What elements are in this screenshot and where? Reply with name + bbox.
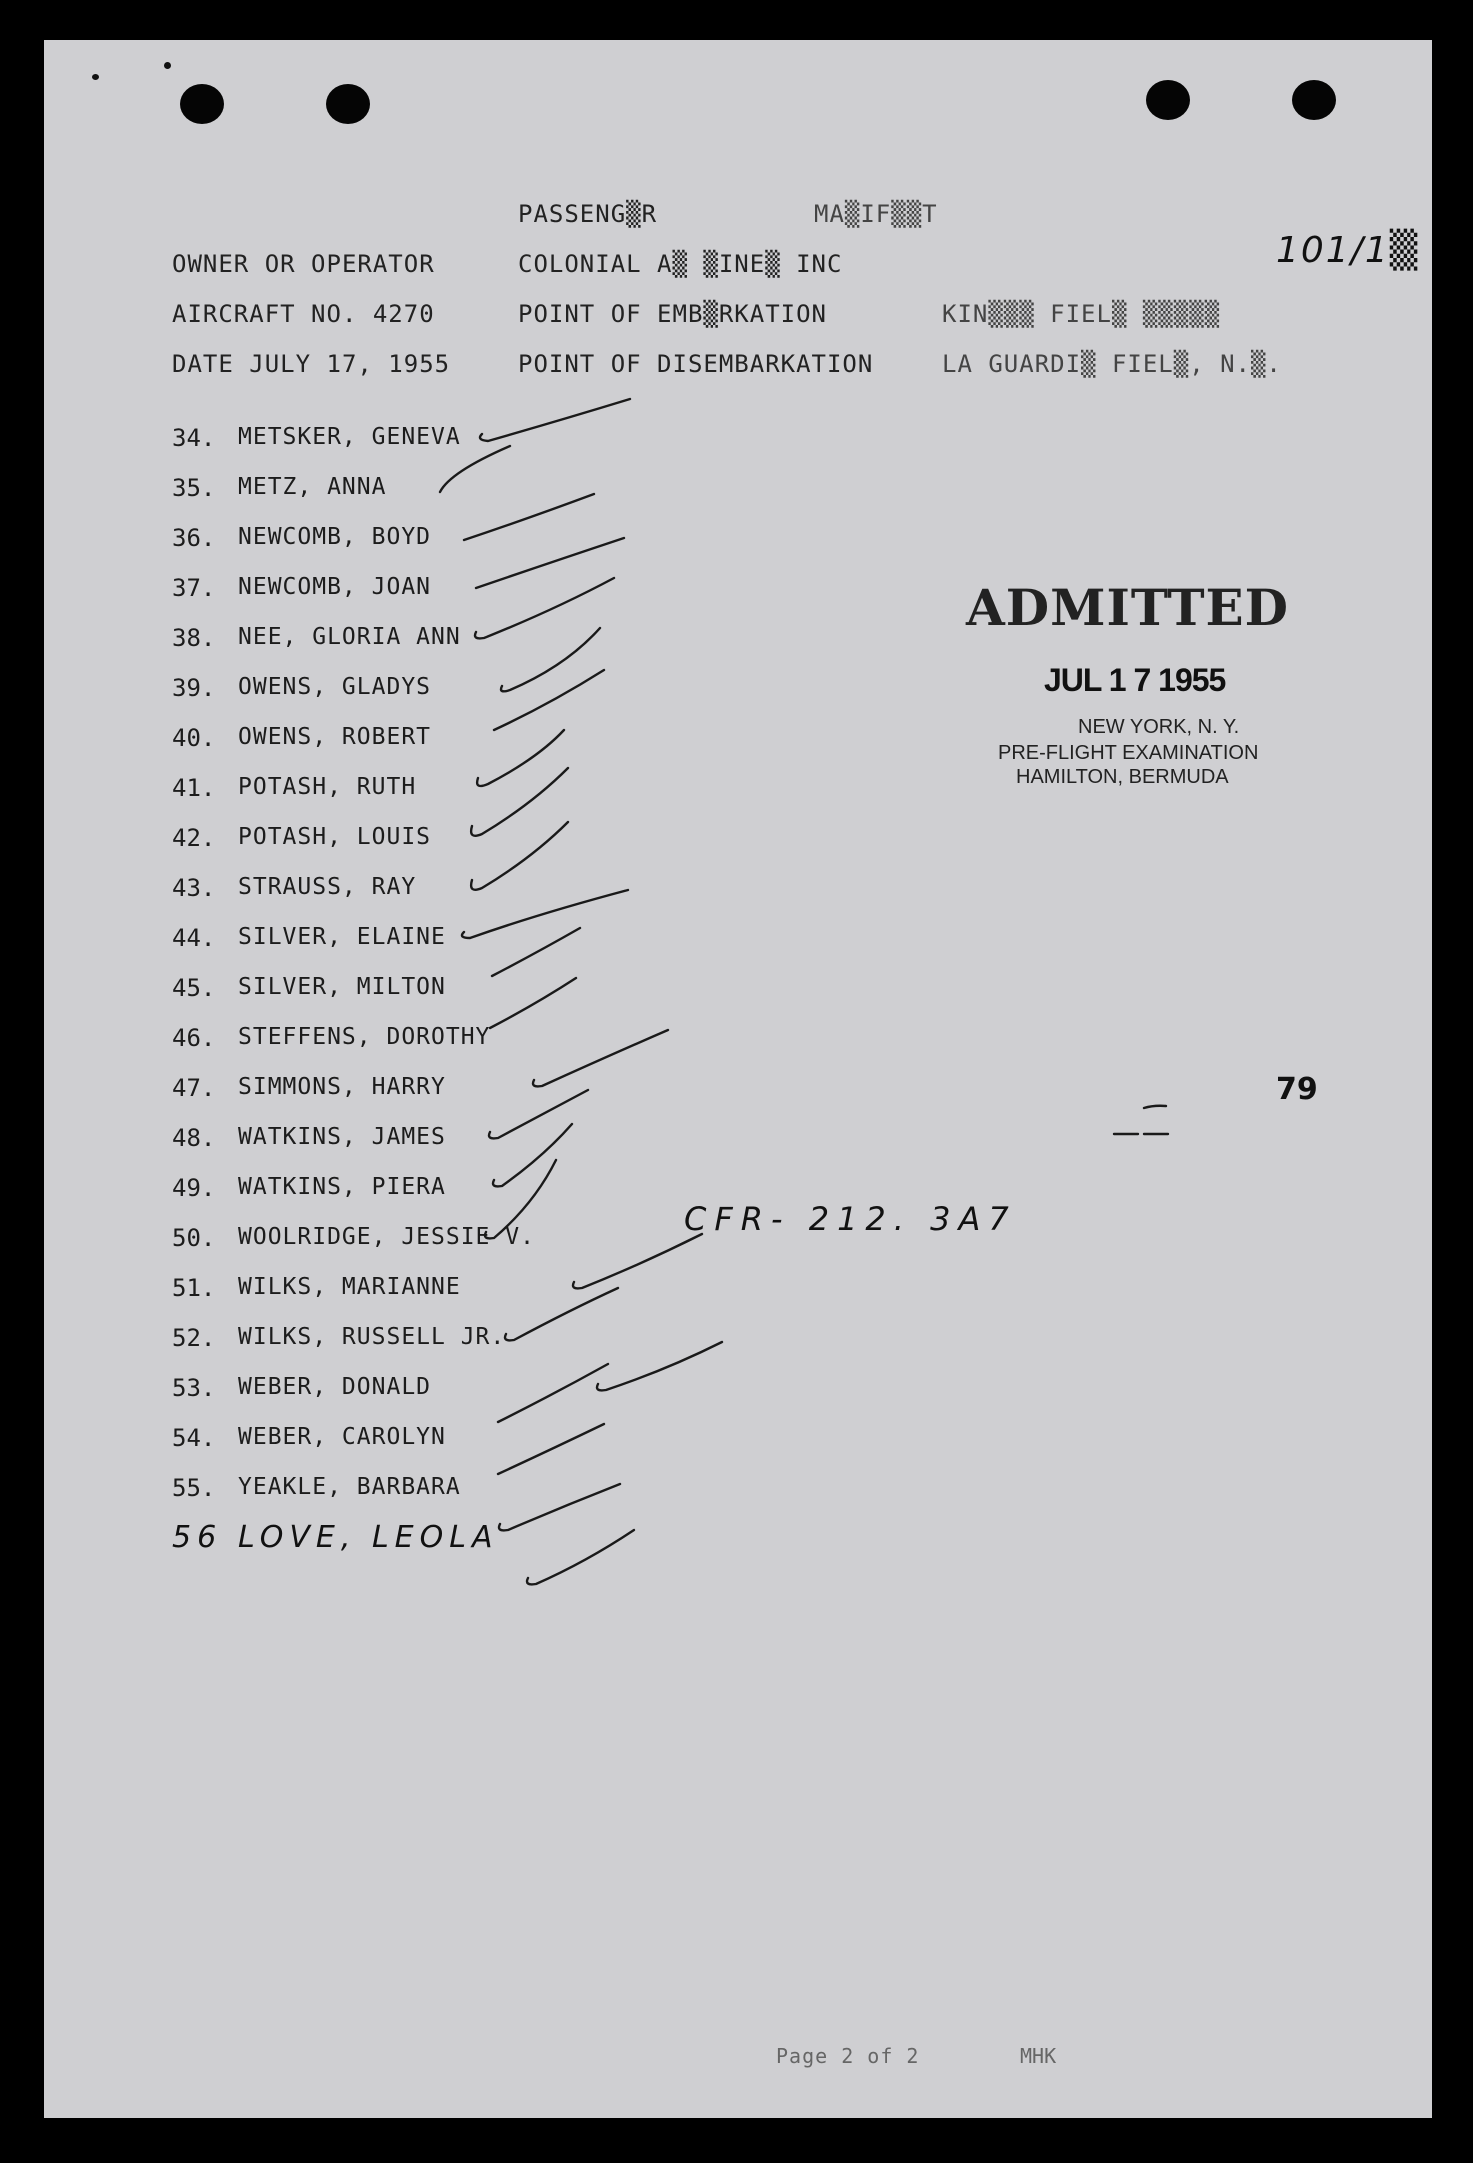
check-mark [573, 1234, 702, 1288]
row-number: 41. [172, 774, 216, 802]
page-indicator: Page 2 of 2 [776, 2044, 920, 2068]
row-number: 55. [172, 1474, 216, 1502]
aircraft-number: AIRCRAFT NO. 4270 [172, 300, 435, 328]
check-mark [464, 494, 594, 540]
row-number: 53. [172, 1374, 216, 1402]
check-mark [471, 768, 568, 836]
passenger-name: SILVER, MILTON [238, 974, 446, 1000]
check-marks [44, 40, 1432, 2118]
row-number: 50. [172, 1224, 216, 1252]
passenger-name: WILKS, MARIANNE [238, 1274, 461, 1300]
passenger-name: WATKINS, JAMES [238, 1124, 446, 1150]
check-mark [490, 978, 576, 1028]
manifest-title-right: MA▒IF▒▒T [814, 200, 938, 228]
row-number: 52. [172, 1324, 216, 1352]
row-number: 45. [172, 974, 216, 1002]
passenger-name: SIMMONS, HARRY [238, 1074, 446, 1100]
passenger-name: NEE, GLORIA ANN [238, 624, 461, 650]
stamp-date: JUL 1 7 1955 [1044, 662, 1226, 698]
stamp-location: NEW YORK, N. Y. [1078, 716, 1240, 738]
row-number: 36. [172, 524, 216, 552]
stamp-examination: PRE-FLIGHT EXAMINATION [998, 742, 1259, 764]
owner-value: COLONIAL A▒ ▒INE▒ INC [518, 250, 843, 278]
passenger-name: WATKINS, PIERA [238, 1174, 446, 1200]
row-number: 56 [172, 1520, 223, 1555]
embarkation-label: POINT OF EMB▒RKATION [518, 300, 827, 328]
check-mark [476, 538, 624, 588]
row-number: 38. [172, 624, 216, 652]
check-mark [440, 446, 510, 492]
folio-number: 101/1▒ [1276, 230, 1420, 271]
row-number: 39. [172, 674, 216, 702]
check-mark [533, 1030, 668, 1086]
disembarkation-value: LA GUARDI▒ FIEL▒, N.▒. [942, 350, 1282, 378]
typist-initials: MHK [1020, 2044, 1057, 2068]
check-mark [597, 1342, 722, 1390]
passenger-name: METZ, ANNA [238, 474, 387, 500]
check-mark [1114, 1106, 1168, 1134]
check-mark [527, 1530, 634, 1584]
check-mark [480, 399, 630, 441]
inspector-number: 79 [1276, 1072, 1318, 1107]
passenger-name: METSKER, GENEVA [238, 424, 461, 450]
row-number: 42. [172, 824, 216, 852]
owner-label: OWNER OR OPERATOR [172, 250, 435, 278]
check-mark [499, 1484, 620, 1530]
flight-date: DATE JULY 17, 1955 [172, 350, 451, 378]
manifest-title-left: PASSENG▒R [518, 200, 658, 228]
row-number: 46. [172, 1024, 216, 1052]
row-number: 34. [172, 424, 216, 452]
passenger-name: POTASH, LOUIS [238, 824, 432, 850]
check-mark [505, 1288, 618, 1340]
row-number: 48. [172, 1124, 216, 1152]
check-mark [475, 578, 614, 638]
check-mark [494, 670, 604, 730]
manifest-sheet [44, 40, 1432, 2118]
passenger-name: NEWCOMB, BOYD [238, 524, 432, 550]
row-number: 51. [172, 1274, 216, 1302]
check-mark [462, 890, 628, 938]
passenger-name: WILKS, RUSSELL JR. [238, 1324, 506, 1350]
passenger-name: WEBER, CAROLYN [238, 1424, 446, 1450]
row-number: 47. [172, 1074, 216, 1102]
cfr-annotation: CFR- 212. 3A7 [684, 1200, 1017, 1238]
stamp-origin: HAMILTON, BERMUDA [1016, 766, 1229, 788]
passenger-name: YEAKLE, BARBARA [238, 1474, 461, 1500]
row-number: 54. [172, 1424, 216, 1452]
passenger-name: LOVE, LEOLA [238, 1520, 499, 1555]
passenger-name: POTASH, RUTH [238, 774, 417, 800]
passenger-name: OWENS, ROBERT [238, 724, 432, 750]
passenger-name: OWENS, GLADYS [238, 674, 432, 700]
check-mark [492, 928, 580, 976]
passenger-name: SILVER, ELAINE [238, 924, 446, 950]
row-number: 44. [172, 924, 216, 952]
check-mark [498, 1364, 608, 1422]
row-number: 37. [172, 574, 216, 602]
check-mark [498, 1424, 604, 1474]
check-mark [489, 1090, 588, 1138]
row-number: 49. [172, 1174, 216, 1202]
passenger-name: NEWCOMB, JOAN [238, 574, 432, 600]
embarkation-value: KIN▒▒▒ FIEL▒ ▒▒▒▒▒ [942, 300, 1221, 328]
row-number: 35. [172, 474, 216, 502]
passenger-name: WOOLRIDGE, JESSIE V. [238, 1224, 535, 1250]
check-mark [477, 730, 564, 786]
passenger-name: WEBER, DONALD [238, 1374, 432, 1400]
passenger-name: STRAUSS, RAY [238, 874, 417, 900]
row-number: 40. [172, 724, 216, 752]
admitted-stamp: ADMITTED [966, 578, 1289, 637]
passenger-name: STEFFENS, DOROTHY [238, 1024, 491, 1050]
row-number: 43. [172, 874, 216, 902]
disembarkation-label: POINT OF DISEMBARKATION [518, 350, 874, 378]
